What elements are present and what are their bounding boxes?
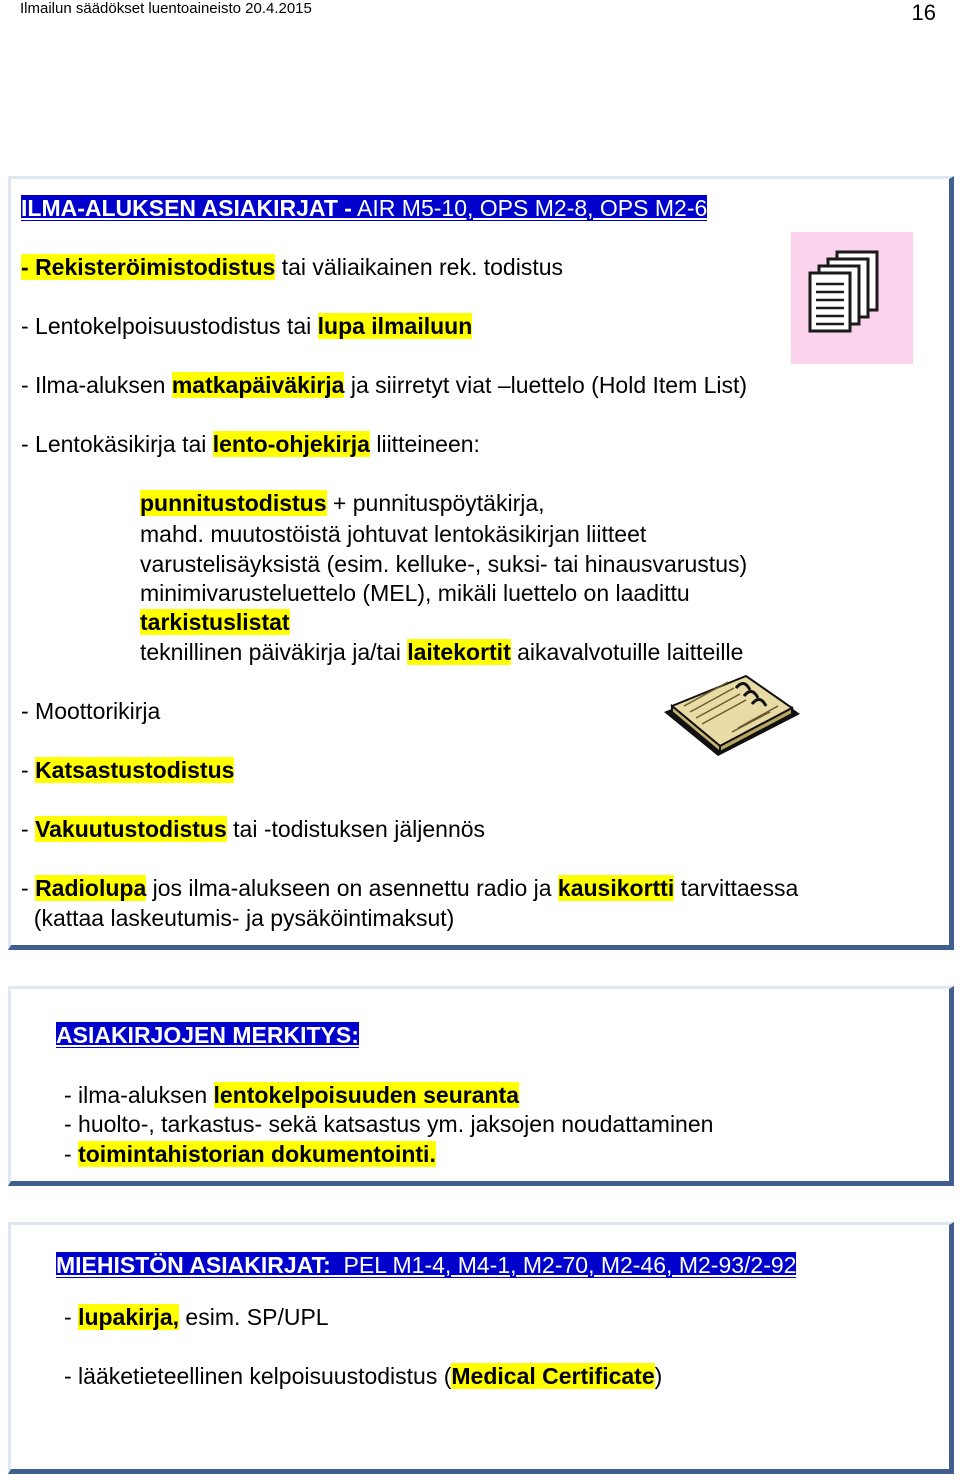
list-item: (kattaa laskeutumis- ja pysäköintimaksut) — [21, 905, 455, 931]
list-item — [64, 1140, 436, 1168]
dash: - — [21, 757, 36, 783]
list-item — [21, 312, 472, 340]
list-item — [21, 430, 480, 458]
highlight-text: lupakirja, — [78, 1304, 180, 1330]
sub-item: varustelisäyksistä (esim. kelluke-, suksi- tai hinausvarustus) — [140, 551, 748, 577]
item-text: aikavalvotuille laitteille — [510, 639, 744, 665]
highlight-text: kausikortti — [557, 875, 675, 901]
item-text: tai väliaikainen rek. todistus — [275, 254, 564, 280]
dash: - — [64, 1304, 79, 1330]
page-number: 16 — [911, 0, 936, 25]
heading-text: ASIAKIRJOJEN MERKITYS: — [56, 1022, 359, 1048]
heading-rest: AIR M5-10, OPS M2-8, OPS M2-6 — [351, 195, 708, 221]
highlight-text: lentokelpoisuuden seuranta — [213, 1082, 519, 1108]
dash: - — [21, 875, 36, 901]
documents-stack-icon — [791, 232, 913, 364]
list-item — [21, 756, 234, 784]
item-text: tarvittaessa — [674, 875, 799, 901]
heading-rest: PEL M1-4, M4-1, M2-70, M2-46, M2-93/2-92 — [330, 1252, 797, 1278]
crew-heading — [56, 1251, 796, 1279]
list-item — [21, 815, 485, 843]
list-item: - huolto-, tarkastus- sekä katsastus ym. jaksojen noudattaminen — [64, 1111, 714, 1137]
item-text: - Lentokäsikirja tai — [21, 431, 213, 457]
item-text: jos ilma-alukseen on asennettu radio ja — [146, 875, 558, 901]
sub-item: minimivarusteluettelo (MEL), mikäli luettelo on laadittu — [140, 580, 690, 606]
dash: - — [21, 254, 36, 280]
item-text: liitteineen: — [369, 431, 480, 457]
item-text: ) — [654, 1363, 663, 1389]
list-item — [21, 253, 563, 281]
aircraft-documents-heading — [21, 194, 707, 222]
highlight-text: Medical Certificate — [451, 1363, 655, 1389]
highlight-text: matkapäiväkirja — [171, 372, 345, 398]
significance-heading — [56, 1021, 359, 1049]
item-text: esim. SP/UPL — [179, 1304, 329, 1330]
item-text: - lääketieteellinen kelpoisuustodistus ( — [64, 1363, 452, 1389]
highlight-text: Rekisteröimistodistus — [35, 254, 276, 280]
highlight-text: lento-ohjekirja — [212, 431, 370, 457]
highlight-text: tarkistuslistat — [140, 609, 290, 635]
list-item — [21, 874, 798, 902]
heading-bold: ILMA-ALUKSEN ASIAKIRJAT - — [21, 195, 352, 221]
item-text: - ilma-aluksen — [64, 1082, 214, 1108]
list-item: - Moottorikirja — [21, 698, 161, 724]
list-item — [64, 1303, 329, 1331]
list-item — [64, 1362, 662, 1390]
sub-item — [140, 608, 290, 636]
highlight-text: Katsastustodistus — [35, 757, 235, 783]
dash: - — [21, 816, 36, 842]
highlight-text: laitekortit — [407, 639, 511, 665]
item-text: teknillinen päiväkirja ja/tai — [140, 639, 408, 665]
list-item — [21, 371, 747, 399]
highlight-text: Vakuutustodistus — [35, 816, 227, 842]
item-text: tai -todistuksen jäljennös — [226, 816, 486, 842]
item-text: - Ilma-aluksen — [21, 372, 172, 398]
dash: - — [64, 1141, 79, 1167]
highlight-text: punnitustodistus — [140, 490, 327, 516]
item-text: + punnituspöytäkirja, — [326, 490, 545, 516]
open-book-icon — [658, 670, 806, 770]
heading-bold: MIEHISTÖN ASIAKIRJAT: — [56, 1252, 331, 1278]
list-item — [64, 1081, 519, 1109]
sub-item: mahd. muutostöistä johtuvat lentokäsikirjan liitteet — [140, 521, 647, 547]
sub-item — [140, 489, 545, 517]
item-text: ja siirretyt viat –luettelo (Hold Item List) — [344, 372, 748, 398]
highlight-text: toimintahistorian dokumentointi. — [78, 1141, 436, 1167]
header-title: Ilmailun säädökset luentoaineisto 20.4.2015 — [20, 0, 312, 17]
sub-item — [140, 638, 743, 666]
item-text: - Lentokelpoisuustodistus tai — [21, 313, 318, 339]
highlight-text: Radiolupa — [35, 875, 147, 901]
highlight-text: lupa ilmailuun — [317, 313, 473, 339]
